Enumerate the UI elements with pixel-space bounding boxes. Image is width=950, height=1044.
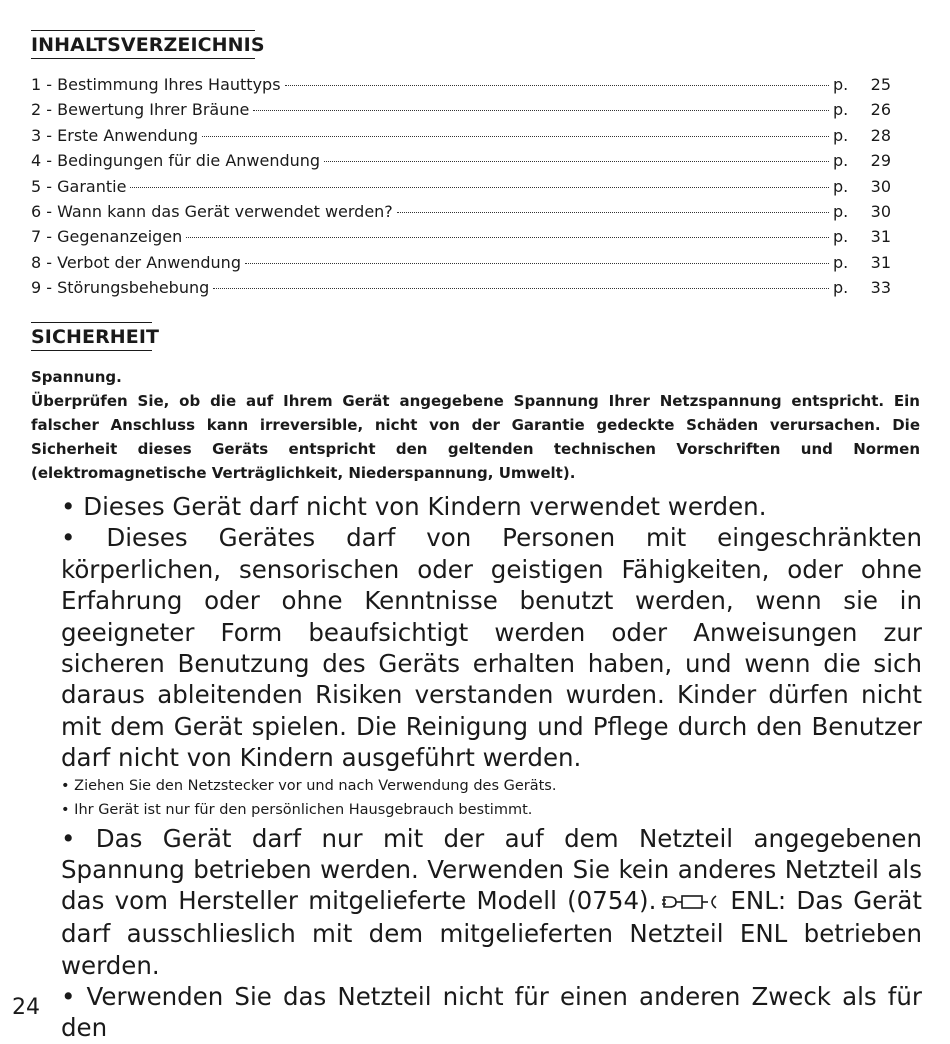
toc-dot-leader xyxy=(130,187,829,188)
bullet-adapter-use: • Verwenden Sie das Netzteil nicht für einen anderen Zweck als für den xyxy=(61,981,922,1043)
bullet-adapter-text: • Das Gerät darf nur mit der auf dem Netzteil angegebenen Spannung betrieben werden. Verwenden Sie kein anderes Netzteil als das vom Hersteller mitgelieferte Modell (0754). xyxy=(61,823,922,916)
bullet-adapter-text-2: ENL: Das Gerät darf ausschlieslich mit dem mitgelieferten Netzteil ENL betrieben werden. xyxy=(61,886,923,980)
toc-dot-leader xyxy=(285,85,829,86)
page-number: 24 xyxy=(12,995,40,1020)
toc-entry-title: 4 - Bedingungen für die Anwendung xyxy=(31,151,321,171)
toc-entry xyxy=(31,250,891,275)
toc-page-number: 31 xyxy=(870,227,891,247)
toc-entry xyxy=(31,199,891,224)
toc-page-prefix: p. xyxy=(833,252,849,272)
toc-entry-title: 7 - Gegenanzeigen xyxy=(31,227,183,247)
toc-page-prefix: p. xyxy=(833,227,849,247)
safety-bullets xyxy=(61,491,922,1044)
toc-entry-title: 9 - Störungsbehebung xyxy=(31,278,210,298)
voltage-title: Spannung. xyxy=(31,368,122,386)
safety-heading: SICHERHEIT xyxy=(31,322,152,351)
bullet-children: • Dieses Gerät darf nicht von Kindern verwendet werden. xyxy=(61,492,767,521)
toc-entry xyxy=(31,148,891,173)
table-of-contents xyxy=(31,72,891,301)
toc-page-number: 30 xyxy=(870,201,891,221)
toc-entry xyxy=(31,224,891,249)
toc-entry-title: 8 - Verbot der Anwendung xyxy=(31,252,241,272)
toc-entry xyxy=(31,123,891,148)
bullet-household: • Ihr Gerät ist nur für den persönlichen Hausgebrauch bestimmt. xyxy=(61,802,533,819)
toc-entry-title: 2 - Bewertung Ihrer Bräune xyxy=(31,100,250,120)
power-adapter-icon xyxy=(662,887,724,918)
toc-entry-title: 5 - Garantie xyxy=(31,176,127,196)
toc-page-prefix: p. xyxy=(833,201,849,221)
toc-page-prefix: p. xyxy=(833,75,849,94)
voltage-warning xyxy=(31,365,920,485)
toc-page-number: 30 xyxy=(870,176,891,196)
bullet-persons: • Dieses Gerätes darf von Personen mit eingeschränkten körperlichen, sensorischen oder geistigen Fähigkeiten, oder ohne Erfahrung oder ohne Kenntnisse benutzt werden, wenn sie in geeigneter Form beaufsichtigt werden oder Anweisungen zur sicheren Benutzung des Geräts erhalten haben, und wenn die sich daraus ableitenden Risiken verstanden wurden. Kinder dürfen nicht mit dem Gerät spielen. Die Reinigung und Pflege durch den Benutzer darf nicht von Kindern ausgeführt werden. xyxy=(61,523,922,773)
toc-entry-title: 6 - Wann kann das Gerät verwendet werden? xyxy=(31,201,393,221)
toc-page-prefix: p. xyxy=(833,278,849,298)
toc-dot-leader xyxy=(245,263,829,264)
toc-page-number: 33 xyxy=(870,278,891,298)
toc-dot-leader xyxy=(202,136,829,137)
toc-page-number: 28 xyxy=(870,125,891,145)
bullet-unplug: • Ziehen Sie den Netzstecker vor und nach Verwendung des Geräts. xyxy=(61,777,557,794)
toc-dot-leader xyxy=(324,161,829,162)
toc-page-number: 26 xyxy=(870,100,891,120)
toc-page-prefix: p. xyxy=(833,176,849,196)
toc-entry xyxy=(31,72,891,97)
toc-dot-leader xyxy=(213,288,829,289)
toc-dot-leader xyxy=(253,110,829,111)
toc-page-number: 31 xyxy=(870,252,891,272)
toc-entry-title: 1 - Bestimmung Ihres Hauttyps xyxy=(31,75,281,94)
toc-page-number: 29 xyxy=(870,151,891,171)
toc-entry xyxy=(31,275,891,300)
toc-entry xyxy=(31,174,891,199)
toc-page-prefix: p. xyxy=(833,151,849,171)
toc-page-number: 25 xyxy=(870,75,891,94)
toc-entry-title: 3 - Erste Anwendung xyxy=(31,125,199,145)
bullet-adapter xyxy=(61,823,922,981)
toc-dot-leader xyxy=(397,212,829,213)
toc-entry xyxy=(31,97,891,122)
toc-dot-leader xyxy=(186,237,829,238)
toc-page-prefix: p. xyxy=(833,125,849,145)
toc-heading: INHALTSVERZEICHNIS xyxy=(31,30,255,59)
voltage-text: Überprüfen Sie, ob die auf Ihrem Gerät angegebene Spannung Ihrer Netzspannung entspricht. Ein falscher Anschluss kann irreversible, nicht von der Garantie gedeckte Schäden verursachen. Die Sicherheit dieses Geräts entspricht den geltenden technischen Vorschriften und Normen (elektromagnetische Verträglichkeit, Niederspannung, Umwelt). xyxy=(31,392,920,482)
toc-page-prefix: p. xyxy=(833,100,849,120)
